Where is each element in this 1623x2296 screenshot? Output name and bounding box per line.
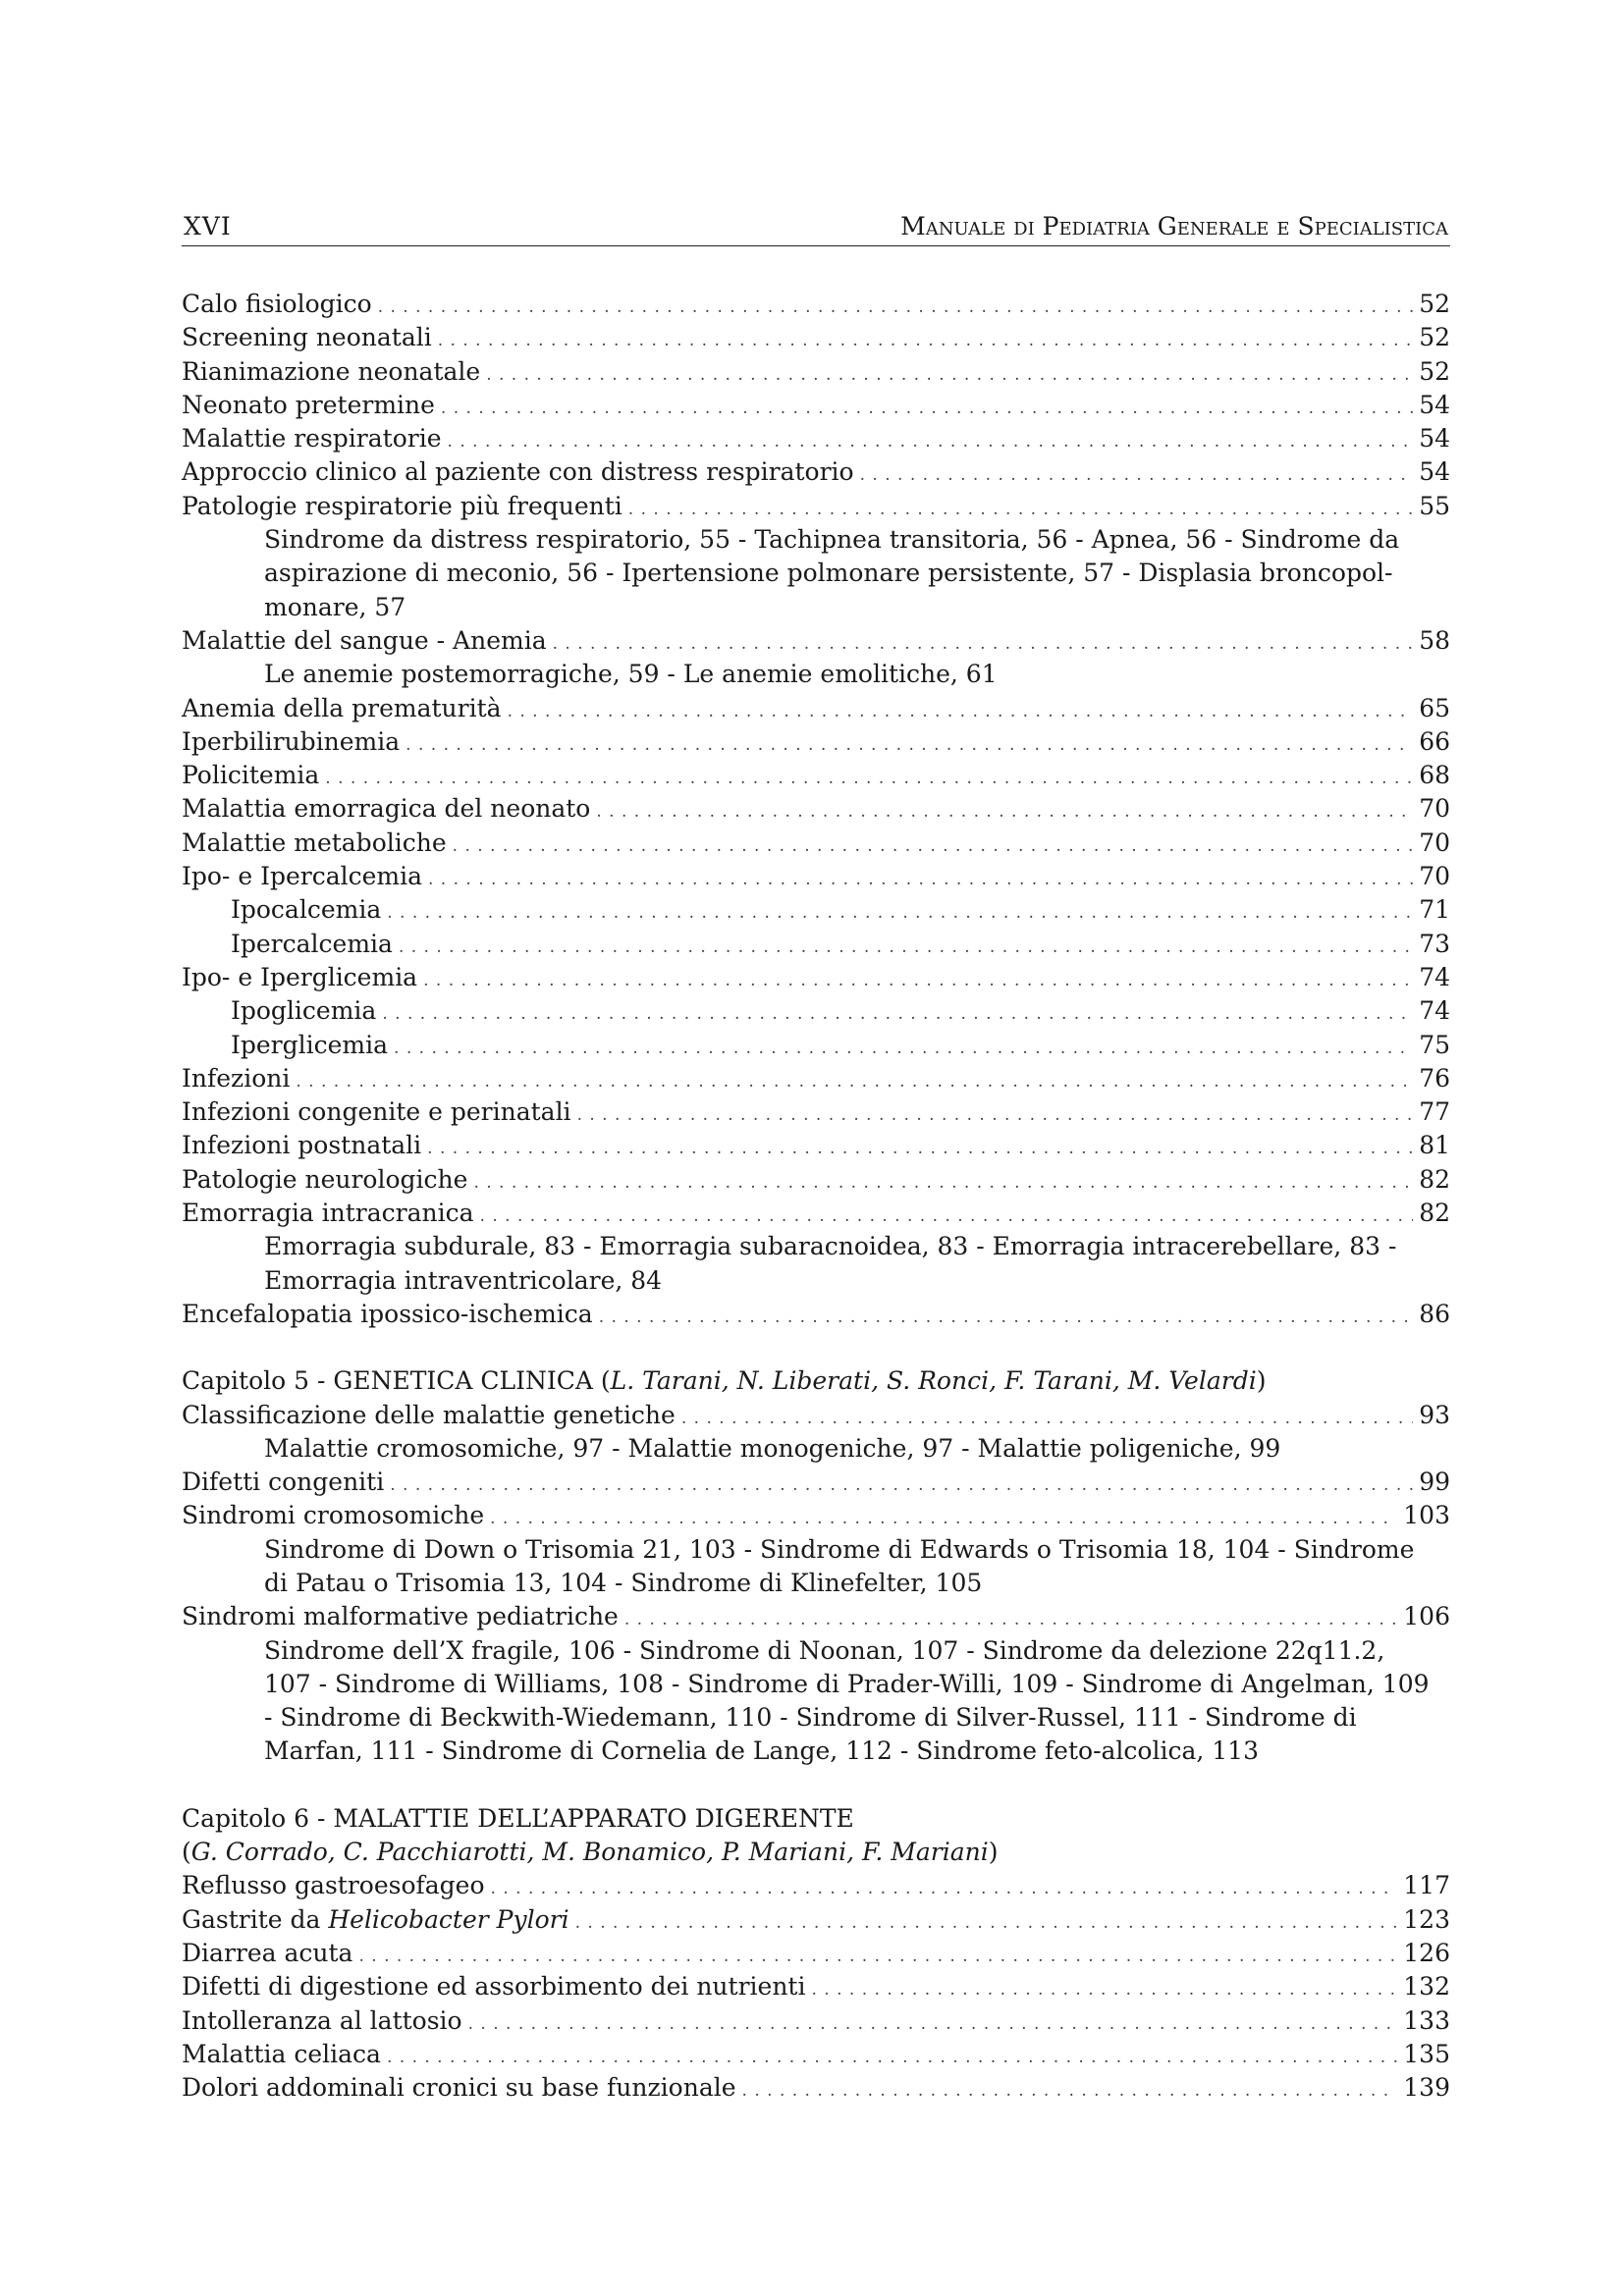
toc-entry: Malattie respiratorie . . . 54	[182, 422, 1450, 455]
toc-entry: Classificazione delle malattie genetiche . . . 93	[182, 1399, 1450, 1432]
toc-entry: Malattie del sangue - Anemia . . . 58	[182, 624, 1450, 658]
chapter-heading: Capitolo 6 - MALATTIE DELL’APPARATO DIGERENTE	[182, 1803, 854, 1833]
page-ref: 54	[1419, 457, 1450, 487]
toc-entry: Dolori addominali cronici su base funzionale . . . 139	[182, 2071, 1450, 2105]
page-ref: 54	[1419, 390, 1450, 419]
toc-detail-line: Le anemie postemorragiche, 59 - Le anemie emolitiche, 61	[264, 660, 998, 689]
toc-entry: Sindromi cromosomiche . . . 103	[182, 1499, 1450, 1532]
page-ref: 106	[1403, 1602, 1450, 1631]
toc-entry: Intolleranza al lattosio . . . 133	[182, 2004, 1450, 2038]
toc-detail-line: - Sindrome di Beckwith-Wiedemann, 110 - Sindrome di Silver-Russel, 111 - Sindrome di	[264, 1703, 1357, 1733]
toc-entry: Emorragia intracranica . . . 82	[182, 1197, 1450, 1230]
toc-detail-line: di Patau o Trisomia 13, 104 - Sindrome di Klinefelter, 105	[264, 1568, 983, 1597]
toc-subentry: Ipocalcemia . . . 71	[182, 893, 1450, 927]
page-ref: 54	[1419, 424, 1450, 454]
toc-subentry: Ipercalcemia . . . 73	[182, 928, 1450, 961]
page-ref: 76	[1419, 1063, 1450, 1093]
page-ref: 52	[1419, 323, 1450, 352]
page-ref: 135	[1403, 2039, 1450, 2068]
chapter-authors: G. Corrado, C. Pacchiarotti, M. Bonamico, P. Mariani, F. Mariani	[190, 1838, 989, 1867]
page-ref: 117	[1403, 1871, 1450, 1900]
toc-entry: Encefalopatia ipossico-ischemica . . . 86	[182, 1298, 1450, 1331]
page-ref: 139	[1403, 2073, 1450, 2103]
page-ref: 52	[1419, 290, 1450, 318]
page-ref: 75	[1419, 1030, 1450, 1059]
toc-entry: Patologie neurologiche . . . 82	[182, 1163, 1450, 1197]
toc-detail-line: 107 - Sindrome di Williams, 108 - Sindrome di Prader-Willi, 109 - Sindrome di Angelman, 109	[264, 1669, 1430, 1698]
toc-subentry: Iperglicemia . . . 75	[182, 1029, 1450, 1062]
toc-detail-line: Emorragia intraventricolare, 84	[264, 1265, 663, 1295]
toc-entry: Policitemia . . . 68	[182, 759, 1450, 792]
page-ref: 65	[1419, 693, 1450, 722]
toc-detail-line: Emorragia subdurale, 83 - Emorragia subaracnoidea, 83 - Emorragia intracerebellare, 83 -	[264, 1232, 1397, 1261]
page-ref: 86	[1419, 1299, 1450, 1328]
page-ref: 70	[1419, 862, 1450, 891]
page-ref: 70	[1419, 794, 1450, 824]
toc-entry: Screening neonatali . . . 52	[182, 321, 1450, 354]
page-ref: 132	[1403, 1972, 1450, 2002]
page-ref: 81	[1419, 1131, 1450, 1160]
page-ref: 52	[1419, 356, 1450, 386]
toc-entry: Malattia emorragica del neonato . . . 70	[182, 792, 1450, 826]
toc-detail-line: Sindrome di Down o Trisomia 21, 103 - Sindrome di Edwards o Trisomia 18, 104 - Sindrome	[264, 1534, 1415, 1564]
page-ref: 58	[1419, 625, 1450, 655]
page-ref: 74	[1419, 962, 1450, 991]
toc-detail-line: Sindrome da distress respiratorio, 55 - Tachipnea transitoria, 56 - Apnea, 56 - Sindrome da	[264, 525, 1400, 555]
page-number: XVI	[184, 212, 232, 240]
toc-entry: Infezioni postnatali . . . 81	[182, 1129, 1450, 1162]
toc-entry: Calo fisiologico . . . 52	[182, 288, 1450, 321]
page-ref: 93	[1419, 1400, 1450, 1429]
toc-entry: Diarrea acuta . . . 126	[182, 1937, 1450, 1970]
toc-detail-line: aspirazione di meconio, 56 - Ipertensione polmonare persistente, 57 - Displasia broncopol-	[264, 559, 1393, 588]
toc-entry: Malattie metaboliche . . . 70	[182, 827, 1450, 860]
toc-entry: Infezioni . . . 76	[182, 1062, 1450, 1095]
toc-entry: Iperbilirubinemia . . . 66	[182, 725, 1450, 759]
page-ref: 123	[1403, 1904, 1450, 1934]
toc-entry: Rianimazione neonatale . . . 52	[182, 355, 1450, 389]
page-ref: 103	[1403, 1501, 1450, 1530]
toc-detail-line: Sindrome dell’X fragile, 106 - Sindrome di Noonan, 107 - Sindrome da delezione 22q11.2,	[264, 1635, 1385, 1665]
toc-detail-line: Malattie cromosomiche, 97 - Malattie monogeniche, 97 - Malattie poligeniche, 99	[264, 1433, 1281, 1463]
toc-entry: Gastrite da Helicobacter Pylori . . . 123	[182, 1903, 1450, 1937]
page-ref: 126	[1403, 1938, 1450, 1967]
page-ref: 68	[1419, 761, 1450, 790]
toc-entry: Infezioni congenite e perinatali . . . 77	[182, 1095, 1450, 1129]
page-ref: 73	[1419, 929, 1450, 958]
toc-entry: Anemia della prematurità . . . 65	[182, 692, 1450, 725]
page-ref: 82	[1419, 1199, 1450, 1228]
toc-detail-line: Marfan, 111 - Sindrome di Cornelia de Lange, 112 - Sindrome feto-alcolica, 113	[264, 1736, 1259, 1766]
table-of-contents	[182, 288, 1450, 2105]
toc-entry: Patologie respiratorie più frequenti . . . 55	[182, 490, 1450, 523]
chapter-authors: L. Tarani, N. Liberati, S. Ronci, F. Tarani, M. Velardi	[610, 1366, 1257, 1396]
page-ref: 82	[1419, 1164, 1450, 1194]
page-ref: 71	[1419, 895, 1450, 925]
chapter-heading: Capitolo 5 - GENETICA CLINICA (L. Tarani, N. Liberati, S. Ronci, F. Tarani, M. Velardi)	[182, 1366, 1267, 1396]
page-ref: 66	[1419, 726, 1450, 756]
toc-entry: Ipo- e Iperglicemia . . . 74	[182, 961, 1450, 994]
toc-detail-line: monare, 57	[264, 592, 406, 621]
page-ref: 55	[1419, 491, 1450, 520]
toc-entry: Reflusso gastroesofageo . . . 117	[182, 1869, 1450, 1902]
toc-subentry: Ipoglicemia . . . 74	[182, 994, 1450, 1028]
toc-entry: Ipo- e Ipercalcemia . . . 70	[182, 860, 1450, 893]
toc-entry: Sindromi malformative pediatriche . . . 106	[182, 1600, 1450, 1633]
toc-entry: Difetti congeniti . . . 99	[182, 1466, 1450, 1499]
toc-entry: Malattia celiaca . . . 135	[182, 2038, 1450, 2071]
toc-entry: Difetti di digestione ed assorbimento dei nutrienti . . . 132	[182, 1970, 1450, 2003]
page-ref: 133	[1403, 2005, 1450, 2035]
book-title: Manuale di Pediatria Generale e Specialistica	[900, 212, 1448, 240]
page-ref: 99	[1419, 1468, 1450, 1497]
page-ref: 74	[1419, 996, 1450, 1026]
running-header	[182, 212, 1450, 246]
toc-entry: Approccio clinico al paziente con distress respiratorio . . . 54	[182, 455, 1450, 489]
toc-entry: Neonato pretermine . . . 54	[182, 389, 1450, 422]
chapter-authors-line: (G. Corrado, C. Pacchiarotti, M. Bonamico, P. Mariani, F. Mariani)	[182, 1838, 999, 1867]
page-ref: 70	[1419, 828, 1450, 857]
page-ref: 77	[1419, 1097, 1450, 1127]
